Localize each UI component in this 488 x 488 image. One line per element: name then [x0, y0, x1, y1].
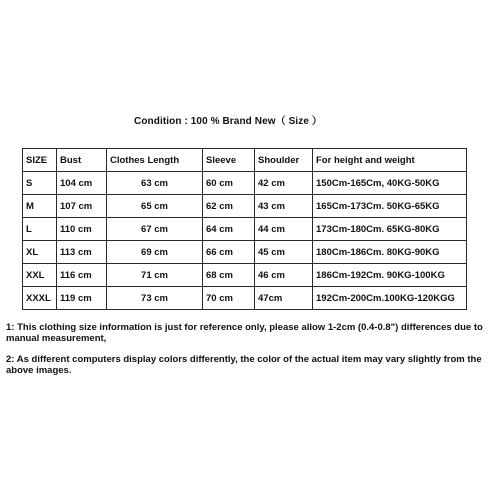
- cell-height-weight: 192Cm-200Cm.100KG-120KGG: [313, 287, 467, 310]
- cell-sleeve: 64 cm: [203, 218, 255, 241]
- cell-size: S: [23, 172, 57, 195]
- cell-height-weight: 165Cm-173Cm. 50KG-65KG: [313, 195, 467, 218]
- cell-clothes-length: 69 cm: [107, 241, 203, 264]
- cell-bust: 113 cm: [57, 241, 107, 264]
- cell-bust: 107 cm: [57, 195, 107, 218]
- table-row: [23, 264, 467, 287]
- cell-clothes-length: 67 cm: [107, 218, 203, 241]
- table-header-row: [23, 149, 467, 172]
- table-row: [23, 287, 467, 310]
- header-clothes-length: Clothes Length: [107, 149, 203, 172]
- cell-clothes-length: 71 cm: [107, 264, 203, 287]
- cell-size: L: [23, 218, 57, 241]
- cell-height-weight: 150Cm-165Cm, 40KG-50KG: [313, 172, 467, 195]
- cell-clothes-length: 63 cm: [107, 172, 203, 195]
- cell-size: M: [23, 195, 57, 218]
- table-row: [23, 195, 467, 218]
- cell-bust: 110 cm: [57, 218, 107, 241]
- cell-sleeve: 66 cm: [203, 241, 255, 264]
- note-colors: 2: As different computers display colors differently, the color of the actual item may vary slightly from the above images.: [6, 354, 482, 376]
- cell-bust: 104 cm: [57, 172, 107, 195]
- table-row: [23, 218, 467, 241]
- cell-height-weight: 173Cm-180Cm. 65KG-80KG: [313, 218, 467, 241]
- cell-size: XL: [23, 241, 57, 264]
- cell-shoulder: 47cm: [255, 287, 313, 310]
- header-size: SIZE: [23, 149, 57, 172]
- table-row: [23, 241, 467, 264]
- header-shoulder: Shoulder: [255, 149, 313, 172]
- cell-shoulder: 43 cm: [255, 195, 313, 218]
- cell-clothes-length: 73 cm: [107, 287, 203, 310]
- cell-bust: 116 cm: [57, 264, 107, 287]
- page-title: [0, 112, 488, 127]
- header-bust: Bust: [57, 149, 107, 172]
- cell-clothes-length: 65 cm: [107, 195, 203, 218]
- cell-shoulder: 44 cm: [255, 218, 313, 241]
- cell-size: XXXL: [23, 287, 57, 310]
- cell-shoulder: 42 cm: [255, 172, 313, 195]
- size-chart-table: [22, 148, 467, 310]
- header-height-weight: For height and weight: [313, 149, 467, 172]
- cell-bust: 119 cm: [57, 287, 107, 310]
- cell-sleeve: 68 cm: [203, 264, 255, 287]
- cell-sleeve: 70 cm: [203, 287, 255, 310]
- cell-size: XXL: [23, 264, 57, 287]
- cell-sleeve: 60 cm: [203, 172, 255, 195]
- header-sleeve: Sleeve: [203, 149, 255, 172]
- cell-shoulder: 45 cm: [255, 241, 313, 264]
- title-text: Condition : 100 % Brand New（ Size ）: [134, 116, 322, 127]
- table-row: [23, 172, 467, 195]
- note-measurement: 1: This clothing size information is just for reference only, please allow 1-2cm (0.4-0.8") differences due to manual measurement,: [6, 322, 483, 344]
- cell-sleeve: 62 cm: [203, 195, 255, 218]
- cell-height-weight: 186Cm-192Cm. 90KG-100KG: [313, 264, 467, 287]
- cell-shoulder: 46 cm: [255, 264, 313, 287]
- cell-height-weight: 180Cm-186Cm. 80KG-90KG: [313, 241, 467, 264]
